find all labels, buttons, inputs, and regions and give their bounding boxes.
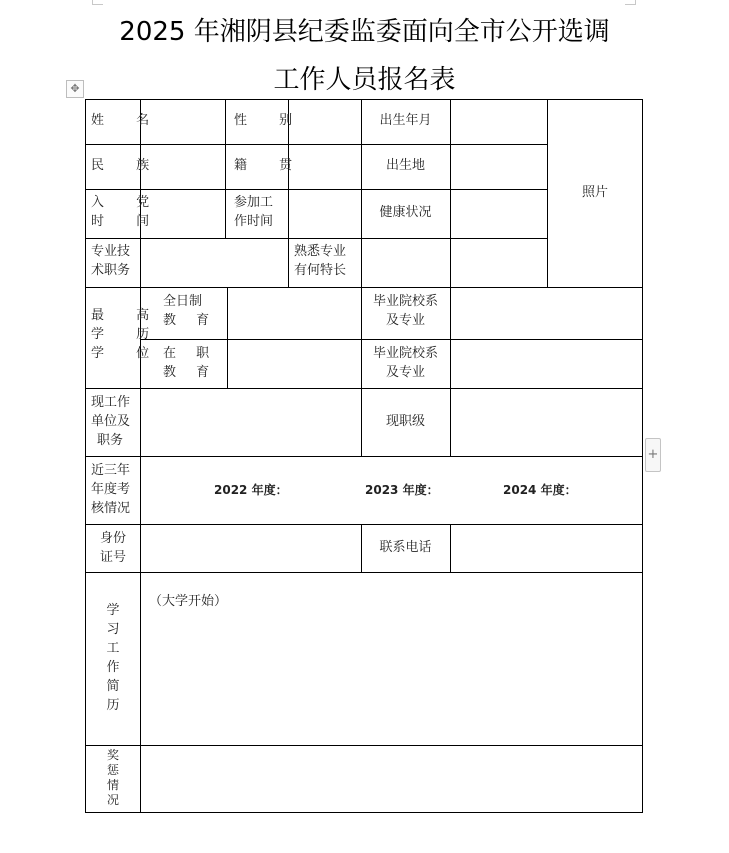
label-phone: 联系电话: [379, 540, 432, 555]
row-divider: [85, 287, 643, 288]
label-resume: 学习工作简历: [106, 603, 120, 713]
col-divider: [450, 388, 451, 456]
label-review-2023: 2023 年度：: [365, 483, 439, 497]
row-divider: [85, 238, 547, 239]
label-highest-education: 最 高 学 历 学 位: [91, 308, 164, 361]
label-health: 健康状况: [379, 205, 432, 220]
label-name: 姓 名: [91, 113, 164, 128]
label-gender: 性 别: [234, 113, 307, 128]
plus-icon[interactable]: +: [645, 438, 661, 472]
table-border: [85, 812, 643, 813]
label-specialty: 熟悉专业 有何特长: [294, 244, 347, 278]
row-divider: [85, 189, 547, 190]
label-native-place: 籍 贯: [234, 158, 307, 173]
label-graduate-school-2: 毕业院校系 及专业: [372, 346, 438, 380]
col-divider: [227, 287, 228, 388]
label-birthplace: 出生地: [385, 158, 425, 173]
row-divider: [85, 745, 643, 746]
col-divider: [450, 524, 451, 572]
row-divider: [85, 524, 643, 525]
label-current-unit: 现工作 单位及 职务: [91, 395, 131, 448]
row-divider: [85, 456, 643, 457]
col-divider: [140, 388, 141, 813]
label-current-rank: 现职级: [385, 414, 425, 429]
col-divider: [225, 99, 226, 238]
resume-hint: （大学开始）: [149, 594, 228, 609]
row-divider: [85, 144, 547, 145]
move-arrows-icon[interactable]: ✥: [66, 80, 84, 98]
label-fulltime-education: 全日制 教 育: [163, 294, 218, 328]
label-review-2022: 2022 年度：: [214, 483, 288, 497]
label-tech-title: 专业技 术职务: [91, 244, 131, 278]
label-review-2024: 2024 年度：: [503, 483, 577, 497]
registration-form-table: [85, 99, 643, 813]
row-divider: [85, 572, 643, 573]
label-annual-review: 近三年 年度考 核情况: [91, 463, 131, 516]
col-divider: [288, 238, 289, 287]
label-work-start-date: 参加工 作时间: [234, 195, 274, 229]
label-ethnicity: 民 族: [91, 158, 164, 173]
label-birth-date: 出生年月: [379, 113, 432, 128]
label-id-number: 身份 证号: [100, 531, 127, 565]
label-party-join-date: 入 党 时 间: [91, 195, 164, 229]
table-border: [85, 99, 643, 100]
row-divider: [85, 388, 643, 389]
label-photo: 照片: [581, 185, 608, 200]
form-title-line2: 工作人员报名表: [273, 65, 456, 95]
page-corner-mark-left: [92, 0, 103, 5]
label-parttime-education: 在 职 教 育: [163, 346, 218, 380]
form-title-line1: 2025 年湘阴县纪委监委面向全市公开选调: [119, 17, 610, 47]
label-graduate-school-1: 毕业院校系 及专业: [372, 294, 438, 328]
row-divider: [140, 339, 643, 340]
label-awards: 奖惩情况: [106, 748, 119, 807]
page-corner-mark-right: [625, 0, 636, 5]
